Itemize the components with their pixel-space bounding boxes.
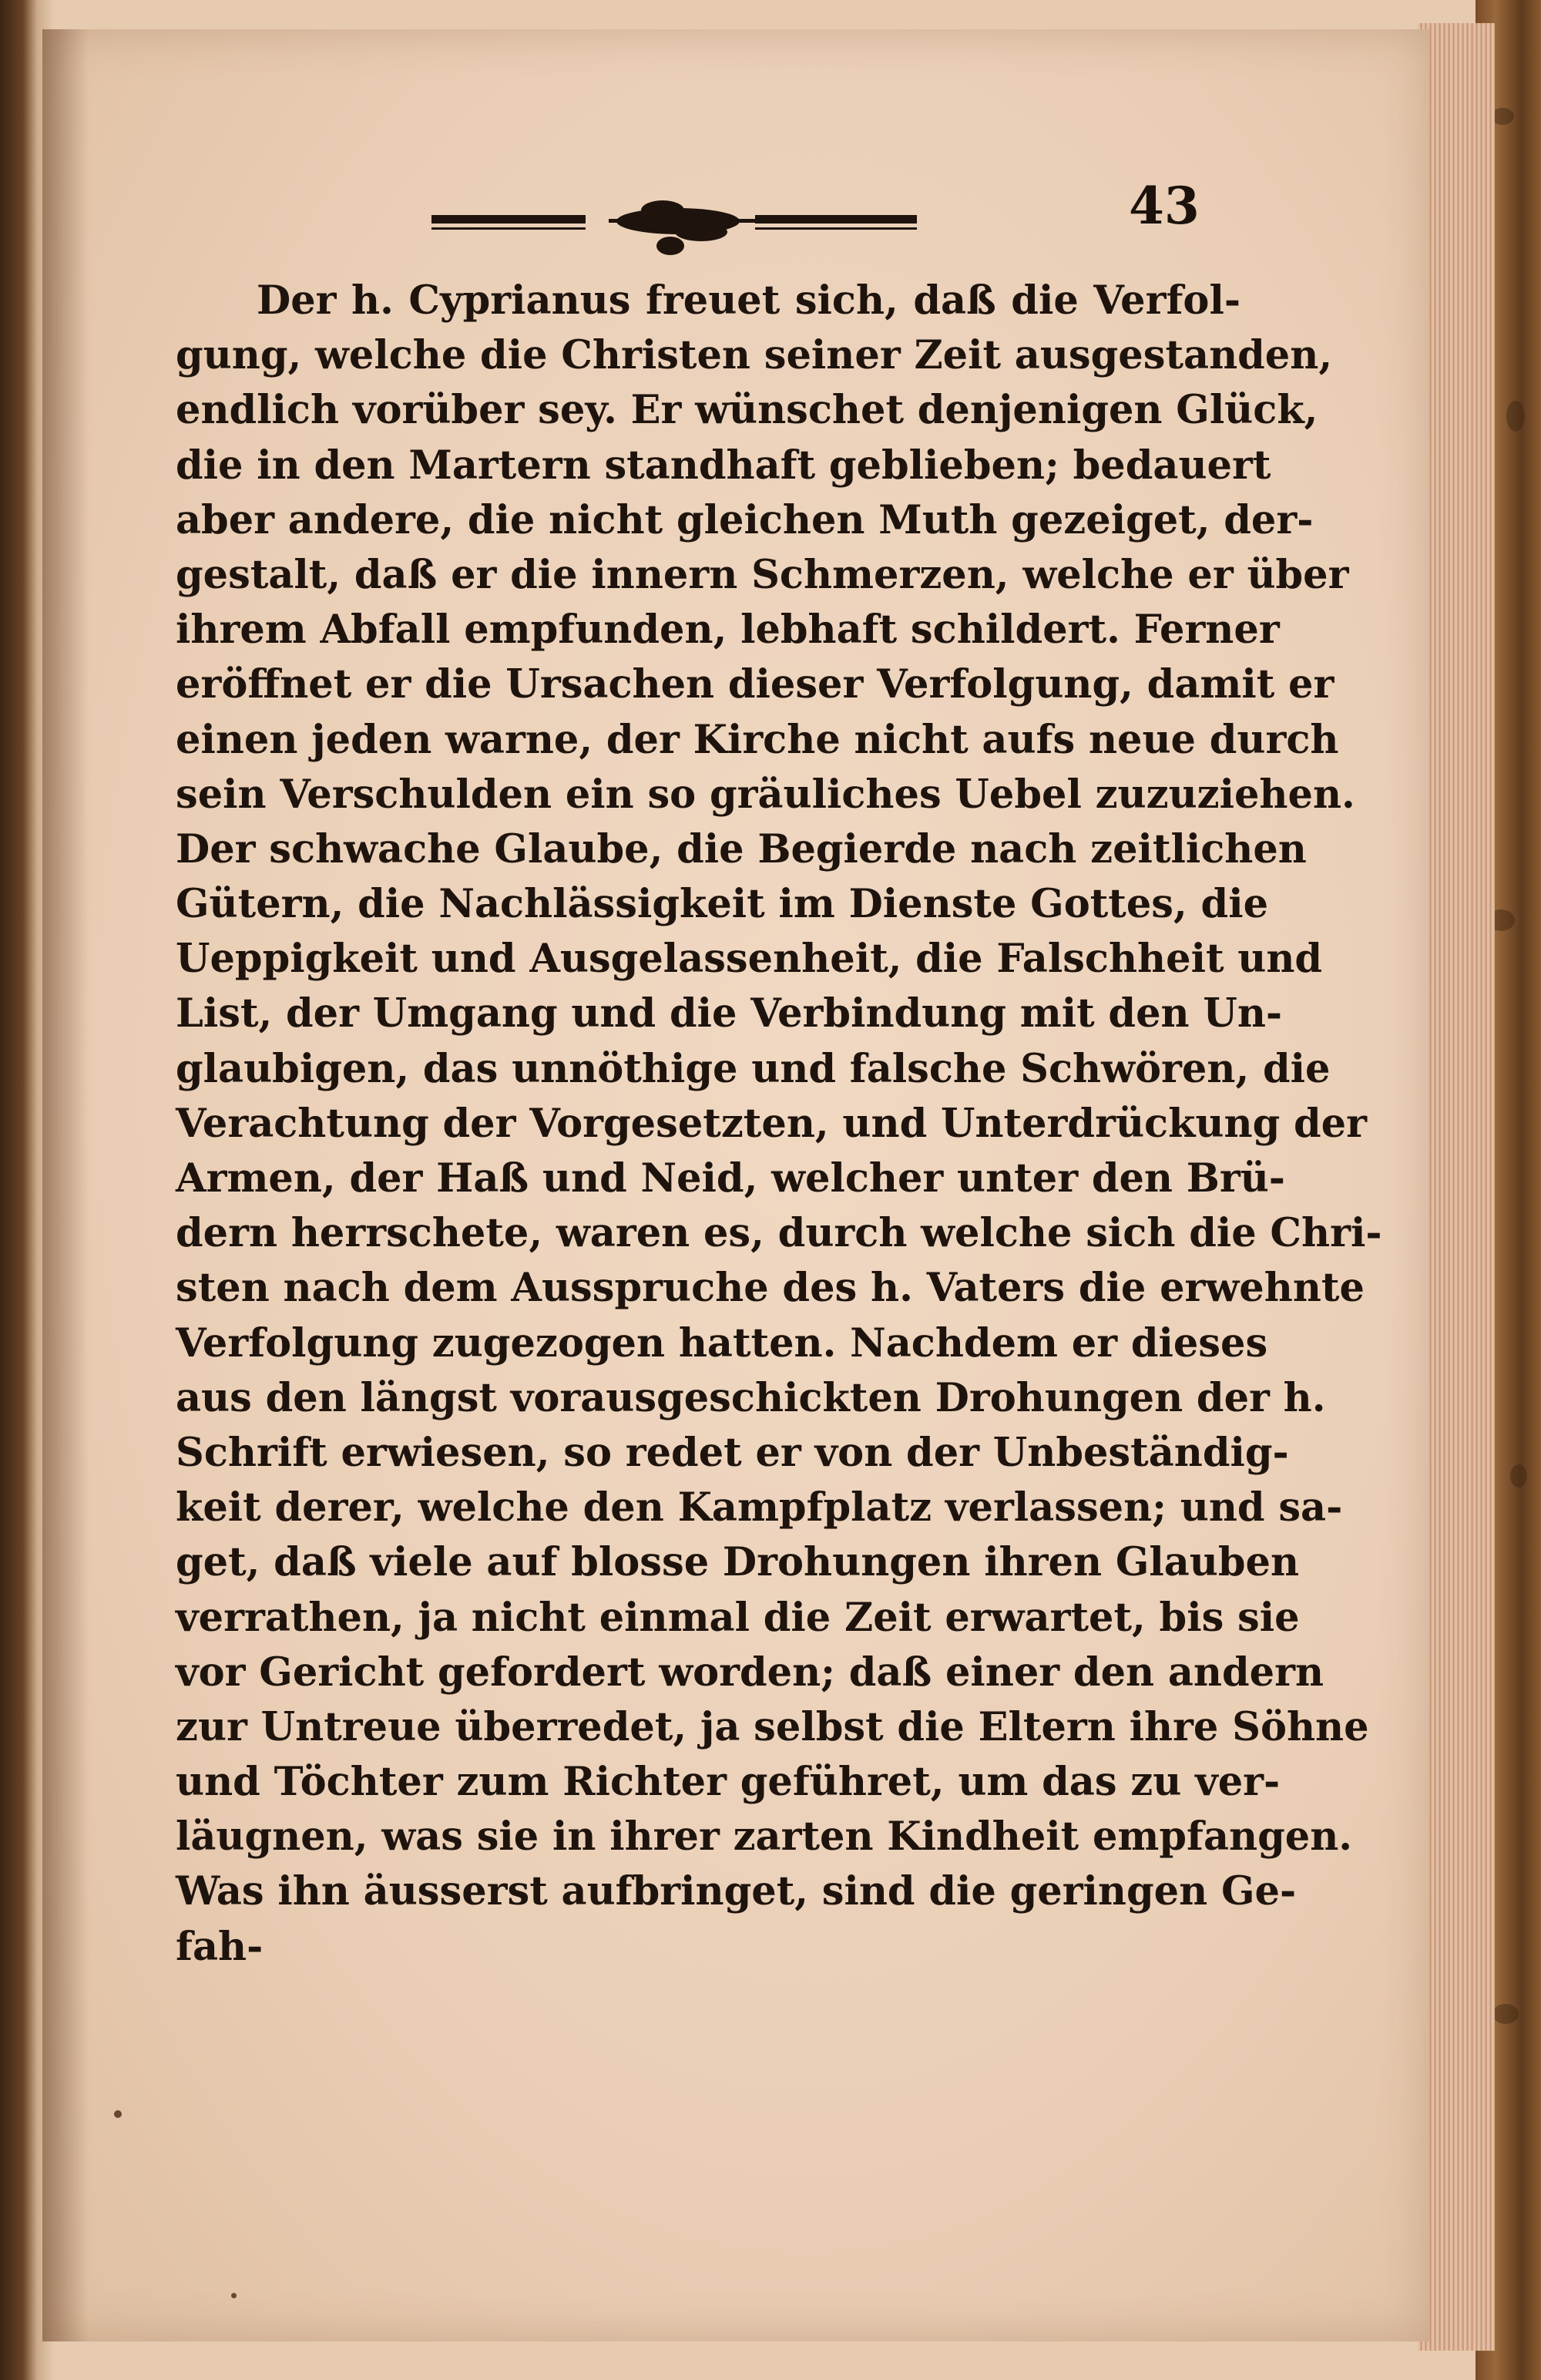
gutter-shadow (42, 29, 89, 2341)
text-line: sein Verschulden ein so gräuliches Uebel zuzuziehen. (176, 771, 1355, 818)
text-line: und Töchter zum Richter geführet, um das zu ver- (176, 1759, 1281, 1806)
text-line: gung, welche die Christen seiner Zeit ausgestanden, (176, 332, 1333, 379)
text-line: gestalt, daß er die innern Schmerzen, welche er über (176, 551, 1349, 598)
ink-speck (231, 2293, 237, 2298)
text-line: Der h. Cyprianus freuet sich, daß die Verfol- (257, 277, 1241, 324)
text-line: einen jeden warne, der Kirche nicht aufs neue durch (176, 716, 1339, 763)
cover-stain (1506, 401, 1525, 432)
text-line: sten nach dem Ausspruche des h. Vaters die erwehnte (176, 1265, 1365, 1312)
text-line: Gütern, die Nachlässigkeit im Dienste Gottes, die (176, 881, 1269, 928)
text-line: vor Gericht gefordert worden; daß einer den andern (176, 1649, 1324, 1696)
text-line: aber andere, die nicht gleichen Muth gezeiget, der- (176, 496, 1314, 543)
headpiece-ornament-icon (609, 200, 755, 255)
text-line: verrathen, ja nicht einmal die Zeit erwartet, bis sie (176, 1594, 1300, 1641)
text-line: endlich vorüber sey. Er wünschet denjenigen Glück, (176, 387, 1318, 434)
cover-stain (1492, 2004, 1519, 2024)
text-line: Ueppigkeit und Ausgelassenheit, die Falschheit und (176, 936, 1323, 983)
text-line: dern herrschete, waren es, durch welche sich die Chri- (176, 1210, 1382, 1257)
page-fore-edge (1418, 23, 1495, 2351)
text-line: List, der Umgang und die Verbindung mit den Un- (176, 990, 1283, 1037)
page-body-text (176, 274, 1382, 1975)
headpiece-left-rule (431, 215, 586, 224)
text-line: ihrem Abfall empfunden, lebhaft schildert. Ferner (176, 607, 1280, 654)
cover-stain (1510, 1464, 1527, 1488)
text-line: get, daß viele auf blosse Drohungen ihren Glauben (176, 1539, 1300, 1586)
headpiece-left-thin-rule (431, 227, 586, 230)
text-line: Schrift erwiesen, so redet er von der Unbeständig- (176, 1429, 1289, 1476)
ornamental-headpiece (431, 181, 1248, 266)
headpiece-right-thin-rule (755, 227, 917, 230)
text-line: glaubigen, das unnöthige und falsche Schwören, die (176, 1045, 1331, 1092)
text-line: keit derer, welche den Kampfplatz verlassen; und sa- (176, 1484, 1343, 1531)
headpiece-right-rule (755, 215, 917, 224)
page-number: 43 (1129, 176, 1200, 236)
text-line: läugnen, was sie in ihrer zarten Kindheit empfangen. (176, 1814, 1353, 1861)
text-line: zur Untreue überredet, ja selbst die Eltern ihre Söhne (176, 1703, 1369, 1750)
text-line: Verfolgung zugezogen hatten. Nachdem er dieses (176, 1319, 1268, 1366)
text-line: Verachtung der Vorgesetzten, und Unterdrückung der (176, 1100, 1367, 1147)
catchword: fah- (176, 1923, 264, 1970)
text-line: eröffnet er die Ursachen dieser Verfolgung, damit er (176, 661, 1335, 708)
text-line: die in den Martern standhaft geblieben; bedauert (176, 442, 1271, 489)
ink-speck (114, 2110, 122, 2118)
text-line: Armen, der Haß und Neid, welcher unter den Brü- (176, 1155, 1285, 1202)
text-line: Was ihn äusserst aufbringet, sind die geringen Ge- (176, 1868, 1297, 1915)
text-line: Der schwache Glaube, die Begierde nach zeitlichen (176, 825, 1307, 872)
text-line: aus den längst vorausgeschickten Drohungen der h. (176, 1374, 1326, 1421)
